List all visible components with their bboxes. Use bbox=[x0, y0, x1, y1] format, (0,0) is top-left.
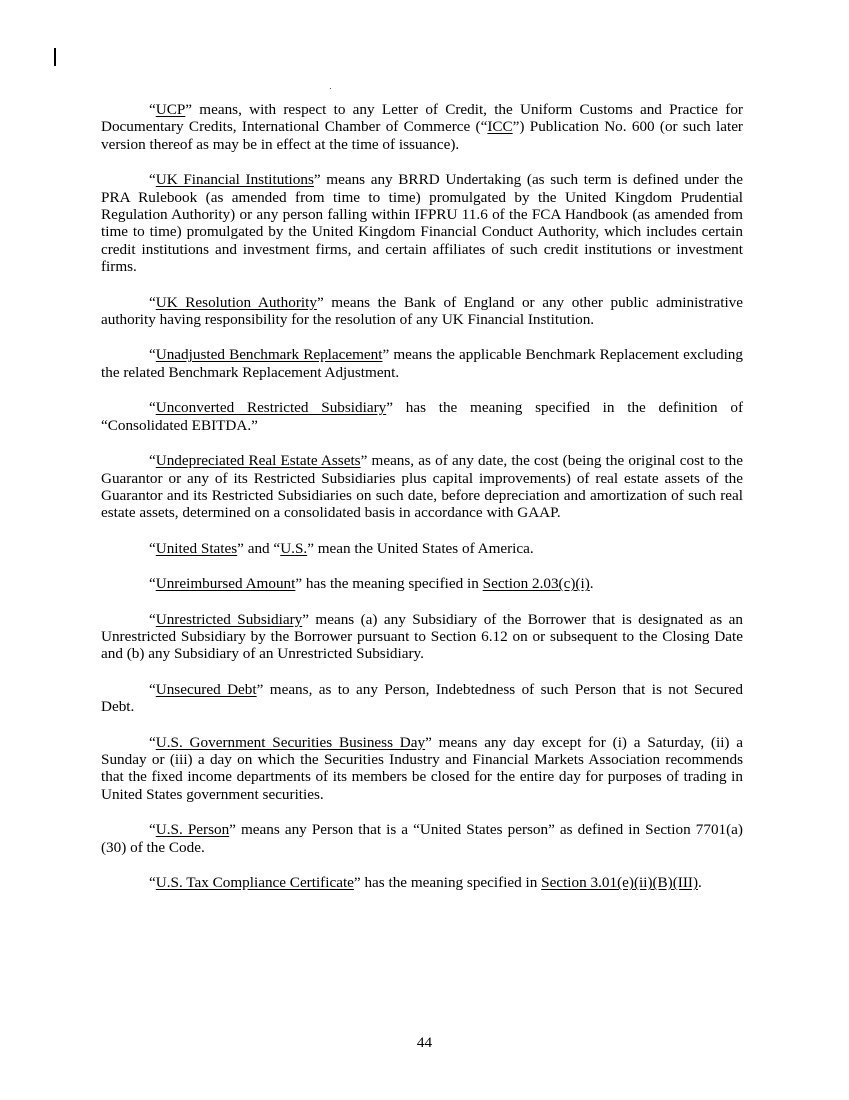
defined-term: U.S. Person bbox=[155, 821, 230, 839]
definition-text: . bbox=[589, 575, 594, 593]
definition-unreimbursed-amount bbox=[101, 575, 743, 592]
open-quote: “ bbox=[149, 733, 156, 751]
definition-undepreciated-real-estate-assets bbox=[101, 452, 743, 522]
definition-us-tax-compliance-certificate bbox=[101, 874, 743, 891]
open-quote: “ bbox=[149, 874, 156, 891]
defined-term: Unrestricted Subsidiary bbox=[155, 610, 303, 628]
open-quote: “ bbox=[149, 101, 156, 118]
open-quote: “ bbox=[149, 821, 156, 839]
definition-text: ” means the Bank of England or any other public administrative authority having responsibility for the resolution of any UK Financial Institution. bbox=[101, 293, 743, 329]
defined-term: United States bbox=[155, 539, 238, 557]
definition-text: ” means (a) any Subsidiary of the Borrower that is designated as an Unrestricted Subsidiary by the Borrower pursuant to Section 6.12 on or subsequent to the Closing Date and (b) any Subsidiary of an Unrestricted Subsidiary. bbox=[101, 610, 743, 663]
definition-text: ” means, as of any date, the cost (being the original cost to the Guarantor or any of its Restricted Subsidiaries plus capital improvements) of real estate assets of the Guarantor and its Restricted Subsidiaries on such date, before depreciation and amortization of such real estate assets, determined on a consolidated basis in accordance with GAAP. bbox=[101, 452, 743, 522]
definition-us-person bbox=[101, 821, 743, 856]
revision-change-bar bbox=[54, 48, 56, 66]
defined-term: Unadjusted Benchmark Replacement bbox=[155, 346, 383, 364]
defined-term: UK Financial Institutions bbox=[155, 171, 314, 189]
defined-term: UCP bbox=[155, 101, 186, 118]
open-quote: “ bbox=[149, 539, 156, 557]
definition-ucp bbox=[101, 101, 743, 153]
definition-unadjusted-benchmark-replacement bbox=[101, 346, 743, 381]
definition-text: ” means any day except for (i) a Saturday, (ii) a Sunday or (iii) a day on which the Securities Industry and Financial Markets Association recommends that the fixed income departments of its members be closed for the entire day for purposes of trading in United States government securities. bbox=[101, 733, 744, 803]
definition-unconverted-restricted-subsidiary bbox=[101, 399, 743, 434]
definition-unrestricted-subsidiary bbox=[101, 611, 743, 663]
defined-term: Unsecured Debt bbox=[155, 680, 257, 698]
stray-mark bbox=[330, 88, 331, 89]
defined-term: Unreimbursed Amount bbox=[155, 575, 296, 593]
definition-text: ” means the applicable Benchmark Replacement excluding the related Benchmark Replacement Adjustment. bbox=[101, 346, 743, 381]
open-quote: “ bbox=[149, 346, 156, 364]
open-quote: “ bbox=[149, 452, 156, 470]
defined-term: Undepreciated Real Estate Assets bbox=[155, 452, 361, 470]
definition-united-states bbox=[101, 540, 743, 557]
definition-text: . bbox=[698, 874, 702, 891]
open-quote: “ bbox=[149, 680, 156, 698]
open-quote: “ bbox=[149, 293, 156, 311]
definition-uk-financial-institutions bbox=[101, 171, 743, 275]
definition-text: ” means any Person that is a “United States person” as defined in Section 7701(a)(30) of the Code. bbox=[101, 821, 743, 856]
defined-term-icc: ICC bbox=[487, 118, 513, 136]
definition-us-government-securities-business-day bbox=[101, 734, 743, 804]
defined-term: U.S. Tax Compliance Certificate bbox=[155, 874, 354, 891]
definition-text: ” mean the United States of America. bbox=[307, 539, 534, 557]
defined-term: U.S. bbox=[280, 539, 308, 557]
open-quote: “ bbox=[149, 575, 156, 593]
definition-text: ” means, as to any Person, Indebtedness of such Person that is not Secured Debt. bbox=[101, 680, 744, 716]
definition-text: ” has the meaning specified in the definition of “Consolidated EBITDA.” bbox=[101, 399, 743, 434]
definition-text: ” has the meaning specified in bbox=[353, 874, 542, 891]
open-quote: “ bbox=[149, 171, 156, 189]
definition-text: ” has the meaning specified in bbox=[295, 575, 483, 593]
section-reference: Section 2.03(c)(i) bbox=[482, 575, 590, 593]
page-number: 44 bbox=[416, 1034, 433, 1051]
definition-text: ” and “ bbox=[237, 539, 281, 557]
defined-term: U.S. Government Securities Business Day bbox=[155, 733, 426, 751]
definition-uk-resolution-authority bbox=[101, 294, 743, 329]
definition-text: ” means any BRRD Undertaking (as such term is defined under the PRA Rulebook (as amended from time to time) promulgated by the United Kingdom Prudential Regulation Authority) or any person falling within IFPRU 11.6 of the FCA Handbook (as amended from time to time) promulgated by the United Kingdom Financial Conduct Authority, which includes certain credit institutions and investment firms, and certain affiliates of such credit institutions or investment firms. bbox=[101, 171, 743, 276]
definition-text: ” means, with respect to any Letter of Credit, the Uniform Customs and Practice for Documentary Credits, International Chamber of Commerce (“ bbox=[101, 101, 743, 136]
defined-term: UK Resolution Authority bbox=[155, 293, 317, 311]
definition-unsecured-debt bbox=[101, 681, 743, 716]
defined-term: Unconverted Restricted Subsidiary bbox=[155, 399, 387, 417]
open-quote: “ bbox=[149, 610, 156, 628]
open-quote: “ bbox=[149, 399, 156, 417]
definition-text: ”) Publication No. 600 (or such later version thereof as may be in effect at the time of issuance). bbox=[101, 118, 743, 153]
definitions-body bbox=[101, 101, 743, 909]
section-reference: Section 3.01(e)(ii)(B)(III) bbox=[541, 874, 699, 891]
